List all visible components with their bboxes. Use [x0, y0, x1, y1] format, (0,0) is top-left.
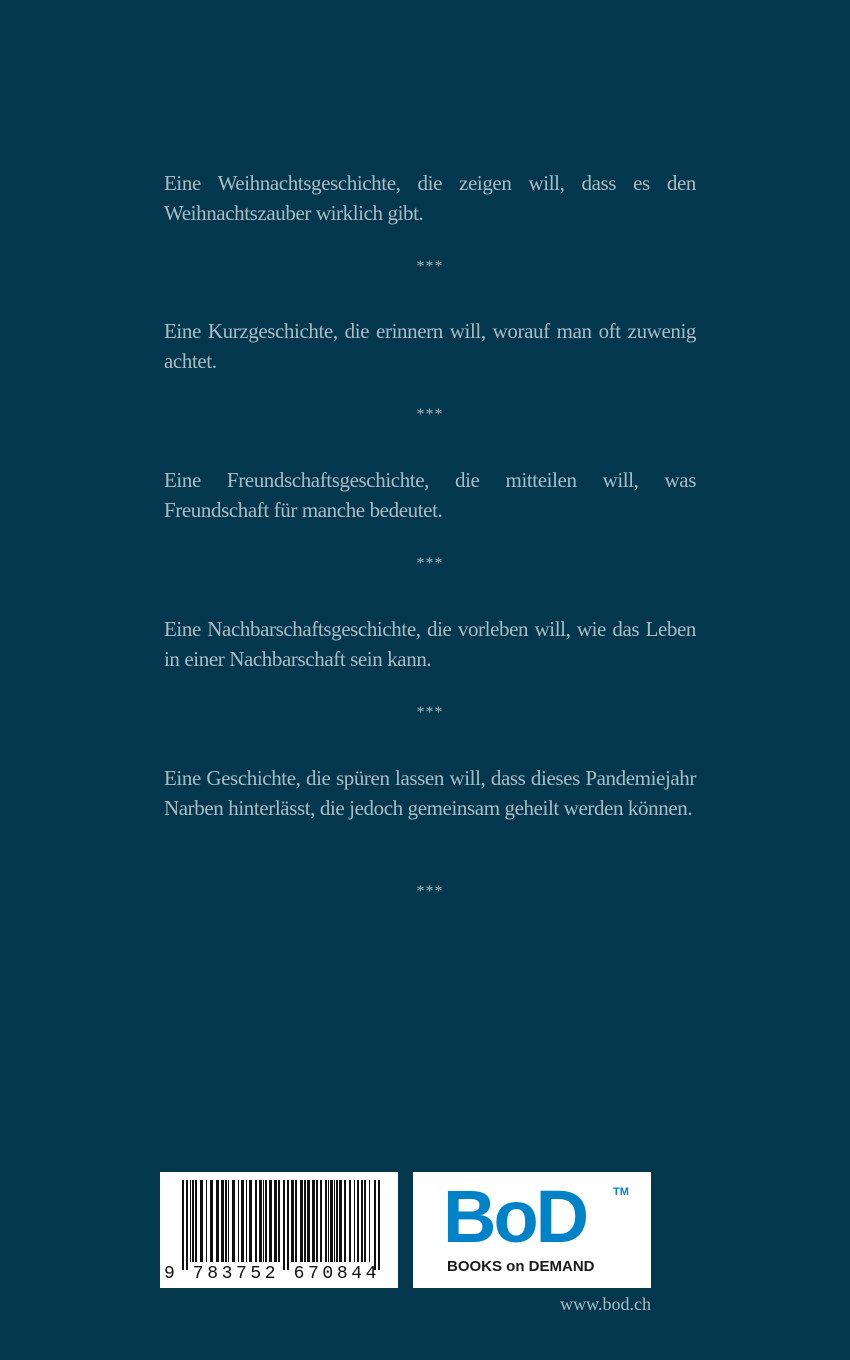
publisher-logo-box: [413, 1172, 651, 1288]
barcode-bar: [265, 1180, 267, 1262]
barcode-bar: [259, 1180, 262, 1262]
barcode-bar: [263, 1180, 264, 1262]
barcode-bar: [339, 1180, 342, 1262]
barcode-bar: [221, 1180, 224, 1262]
barcode-bar: [241, 1180, 244, 1262]
barcode-bar: [316, 1180, 318, 1262]
barcode-bar: [195, 1180, 197, 1262]
barcode-bar: [249, 1180, 252, 1262]
barcode-bar: [300, 1180, 303, 1262]
barcode-bar: [238, 1180, 239, 1262]
barcode-bar: [325, 1180, 327, 1262]
blurb-friendship-story: Eine Freundschaftsgeschichte, die mitteilen will, was Freundschaft für manche bedeutet.: [164, 468, 696, 522]
barcode-bar: [330, 1180, 333, 1262]
barcode-bar: [357, 1180, 359, 1262]
barcode-bar: [344, 1180, 346, 1262]
barcode-bar: [200, 1180, 203, 1262]
bod-logo: BoD: [443, 1175, 587, 1258]
barcode-bar: [228, 1180, 229, 1262]
publisher-tagline: BOOKS on DEMAND: [447, 1258, 595, 1275]
barcode-bar: [255, 1180, 257, 1262]
barcode-bar: [246, 1180, 247, 1262]
blurb-neighborhood-story: Eine Nachbarschaftsgeschichte, die vorleben will, wie das Leben in einer Nachbarschaft sein kann.: [164, 617, 696, 671]
barcode-bar: [369, 1180, 370, 1262]
barcode-bar: [312, 1180, 315, 1262]
barcode-bar: [287, 1180, 289, 1270]
barcode-bar: [225, 1180, 227, 1262]
barcode-bar: [336, 1180, 338, 1262]
barcode-bar: [364, 1180, 366, 1262]
trademark-mark: TM: [613, 1186, 629, 1198]
barcode-bar: [216, 1180, 219, 1262]
separator-5: ***: [416, 883, 444, 900]
barcode-bar: [192, 1180, 194, 1262]
publisher-website[interactable]: www.bod.ch: [560, 1294, 651, 1314]
barcode-bar: [361, 1180, 363, 1262]
barcode-bar: [378, 1180, 380, 1270]
barcode-bar: [307, 1180, 310, 1262]
barcode-bar: [349, 1180, 351, 1262]
separator-1: ***: [416, 258, 444, 275]
barcode-bar: [206, 1180, 207, 1262]
barcode-bar: [320, 1180, 322, 1262]
barcode-bar: [291, 1180, 294, 1262]
barcode-bar: [232, 1180, 235, 1262]
barcode-bar: [269, 1180, 272, 1262]
isbn-barcode: [160, 1172, 398, 1288]
barcode-bar: [278, 1180, 280, 1262]
separator-3: ***: [416, 555, 444, 572]
barcode-bar: [354, 1180, 355, 1262]
barcode-bar: [210, 1180, 213, 1262]
barcode-bar: [295, 1180, 297, 1262]
isbn-digits: 9 783752 670844: [164, 1264, 381, 1284]
blurb-short-story: Eine Kurzgeschichte, die erinnern will, worauf man oft zuwenig achtet.: [164, 319, 696, 373]
barcode-bar: [274, 1180, 277, 1262]
barcode-bar: [304, 1180, 306, 1262]
barcode-bar: [190, 1180, 191, 1262]
barcode-bar: [283, 1180, 285, 1270]
blurb-pandemic-story: Eine Geschichte, die spüren lassen will, dass dieses Pandemiejahr Narben hinterlässt, die jedoch gemeinsam geheilt werden können.: [164, 766, 696, 820]
barcode-bar: [374, 1180, 376, 1270]
barcode-bar: [186, 1180, 188, 1270]
separator-2: ***: [416, 406, 444, 423]
barcode-bar: [182, 1180, 184, 1270]
barcode-bar: [334, 1180, 335, 1262]
separator-4: ***: [416, 704, 444, 721]
barcode-bar: [328, 1180, 329, 1262]
blurb-christmas-story: Eine Weihnachtsgeschichte, die zeigen will, dass es den Weihnachtszauber wirklich gibt.: [164, 171, 696, 225]
